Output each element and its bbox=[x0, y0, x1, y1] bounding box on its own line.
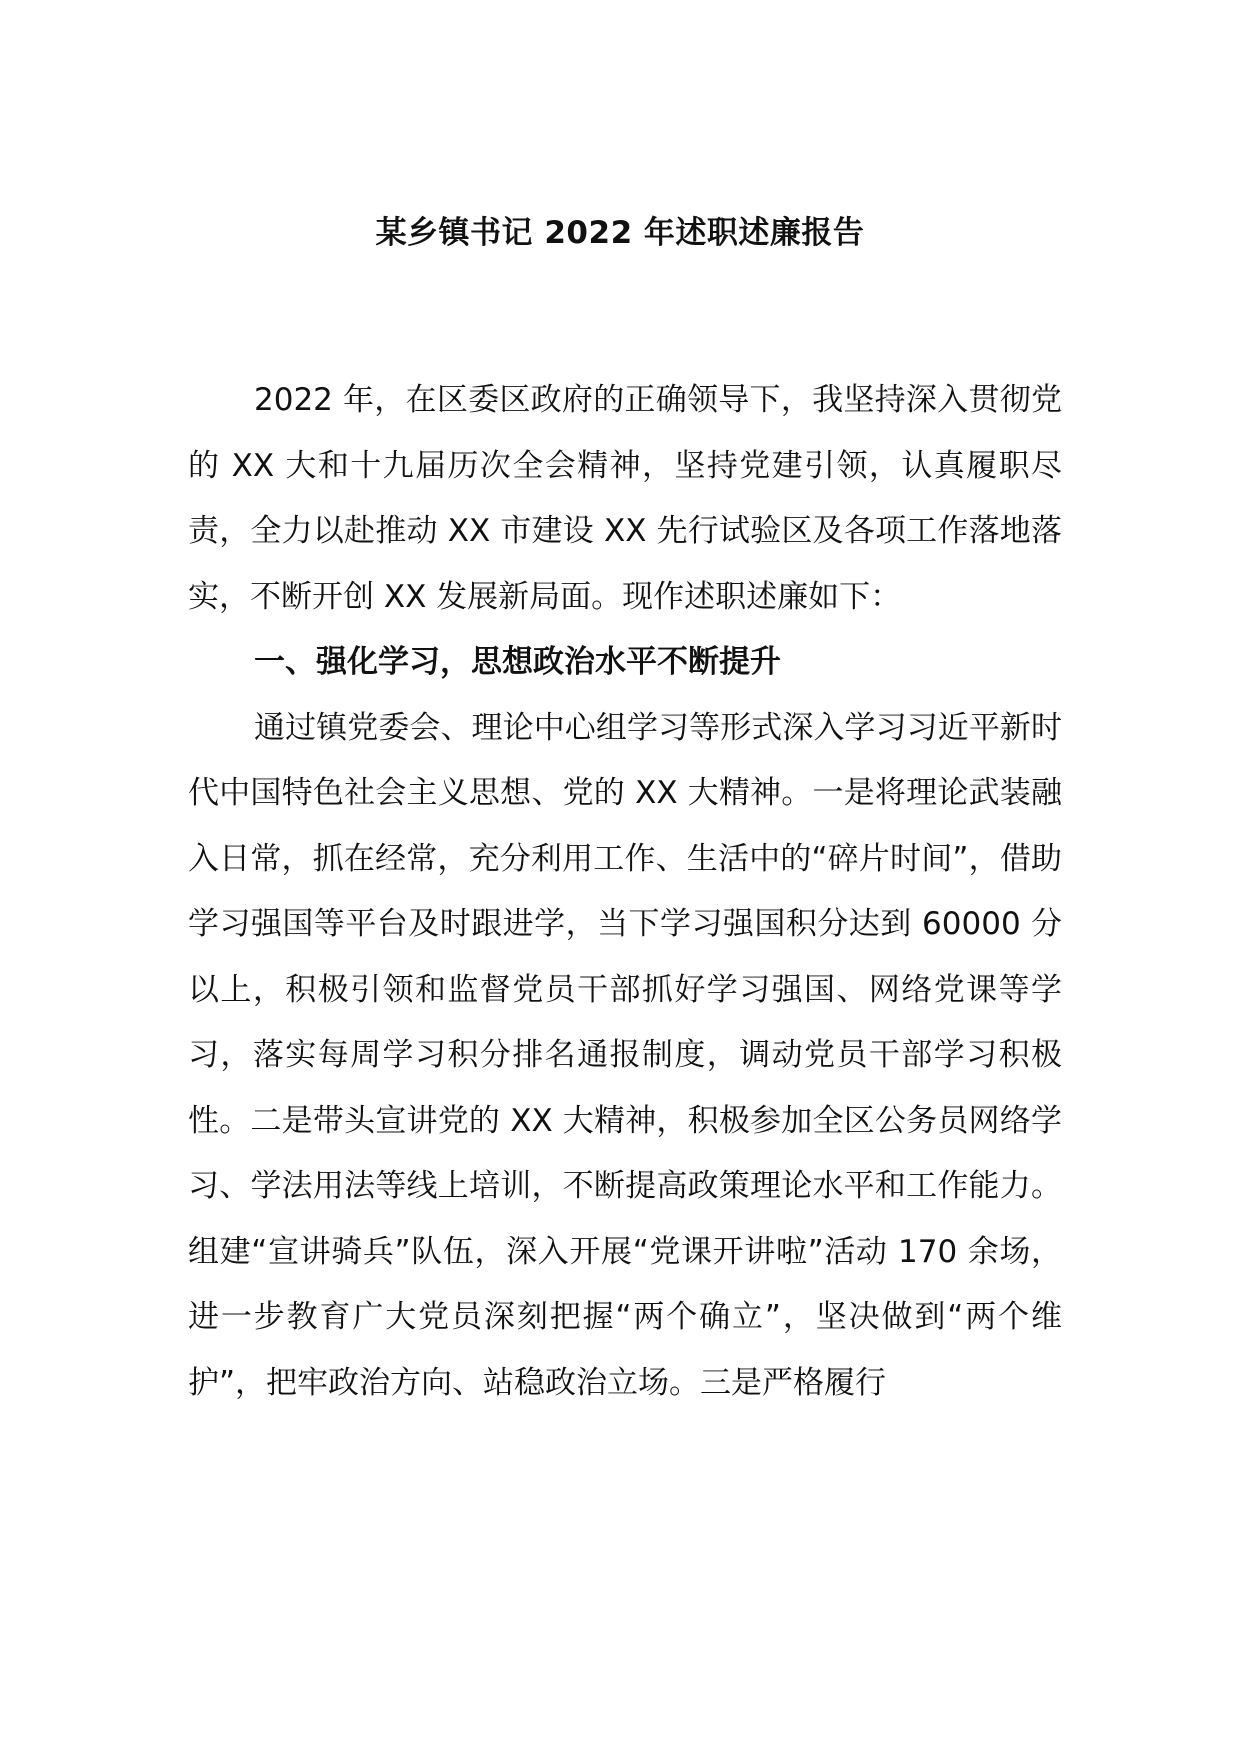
section-paragraph: 通过镇党委会、理论中心组学习等形式深入学习习近平新时代中国特色社会主义思想、党的 XX 大精神。一是将理论武装融入日常，抓在经常，充分利用工作、生活中的“碎片时间”，借助学习强国等平台及时跟进学，当下学习强国积分达到 60000 分以上，积极引领和监督党员干部抓好学习强国、网络党课等学习，落实每周学习积分排名通报制度，调动党员干部学习积极性。二是带头宣讲党的 XX 大精神，积极参加全区公务员网络学习、学法用法等线上培训，不断提高政策理论水平和工作能力。组建“宣讲骑兵”队伍，深入开展“党课开讲啦”活动 170 余场，进一步教育广大党员深刻把握“两个确立”，坚决做到“两个维护”，把牢政治方向、站稳政治立场。三是严格履行 bbox=[188, 709, 1062, 1401]
section-heading: 一、强化学习，思想政治水平不断提升 bbox=[254, 644, 781, 680]
document-body bbox=[188, 368, 1062, 1416]
document-title: 某乡镇书记 2022 年述职述廉报告 bbox=[375, 215, 865, 251]
intro-paragraph: 2022 年，在区委区政府的正确领导下，我坚持深入贯彻党的 XX 大和十九届历次全会精神，坚持党建引领，认真履职尽责，全力以赴推动 XX 市建设 XX 先行试验区及各项工作落地落实，不断开创 XX 发展新局面。现作述职述廉如下： bbox=[188, 382, 1062, 615]
